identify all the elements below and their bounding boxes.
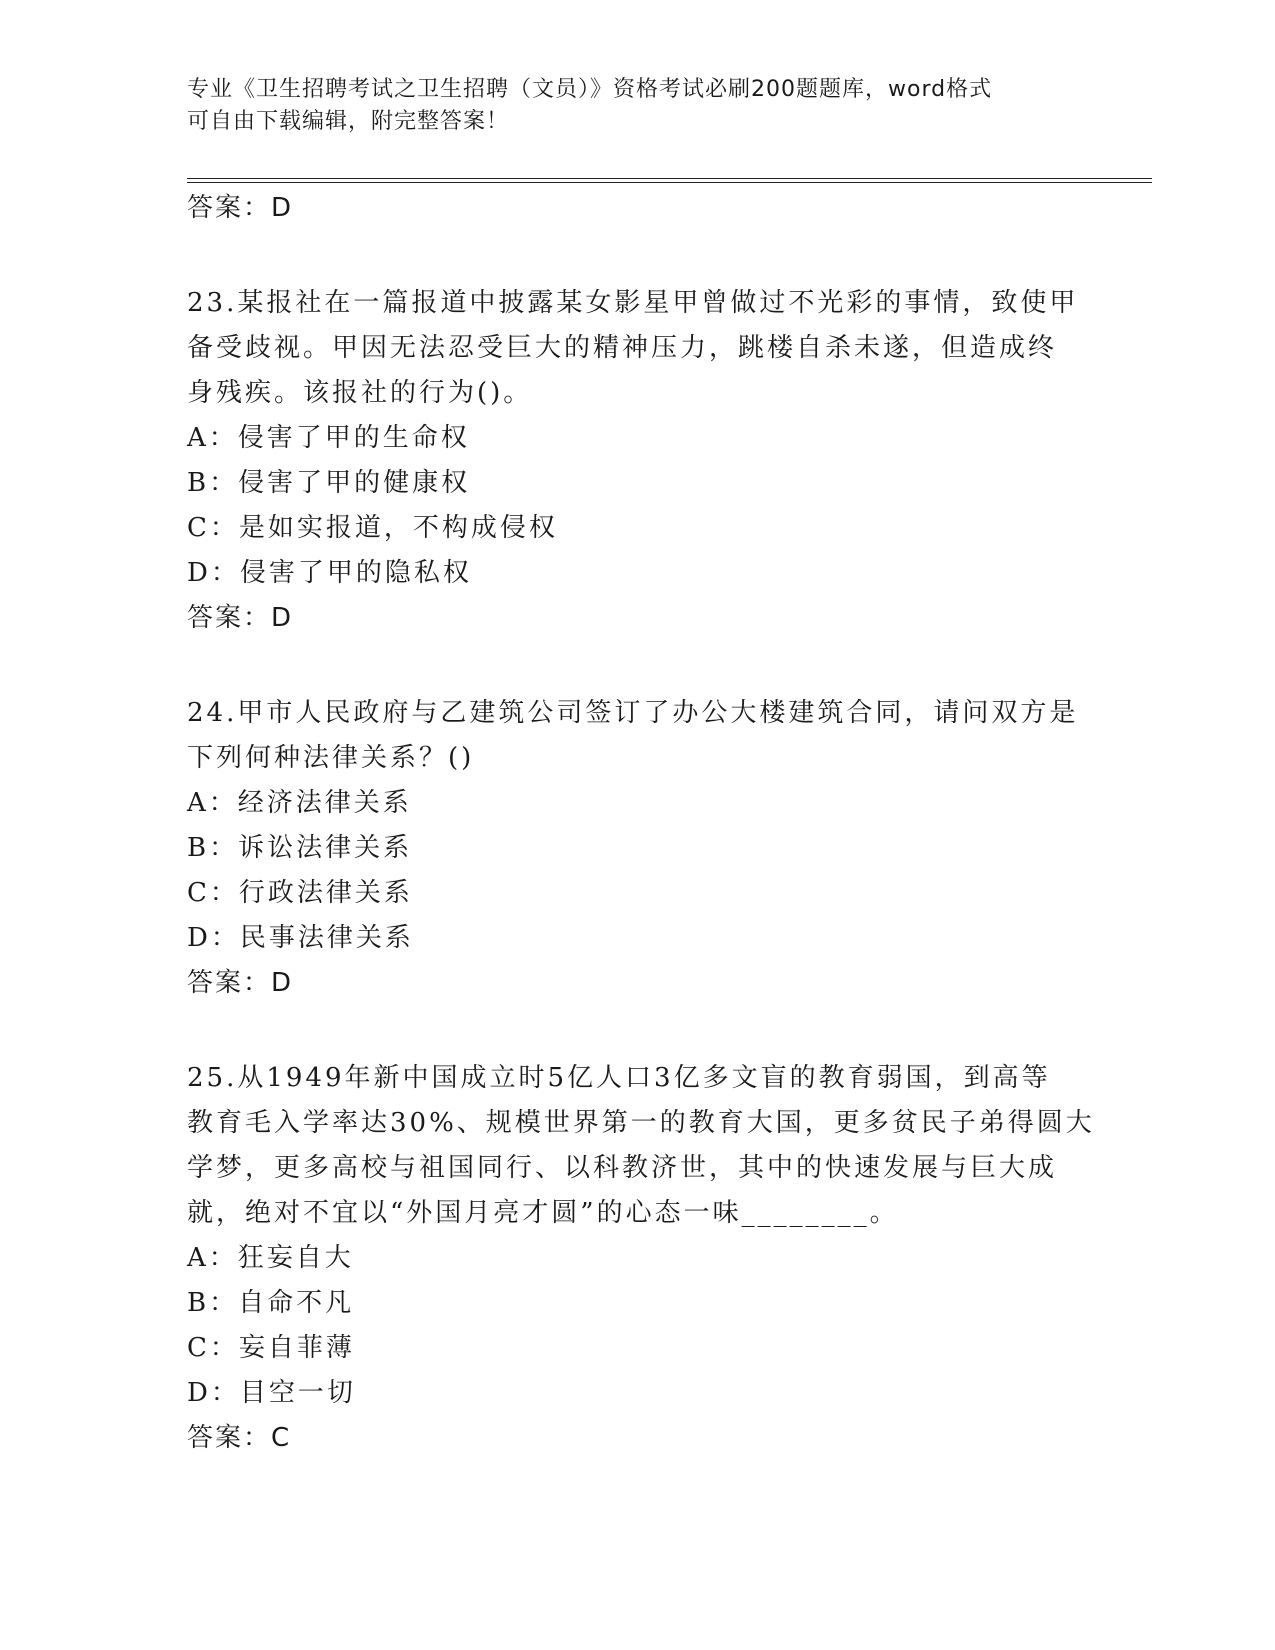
question-stem-line: 身残疾。该报社的行为()。 — [187, 378, 533, 408]
option-a: A：狂妄自大 — [187, 1243, 354, 1273]
answer-line: 答案：C — [187, 1423, 292, 1453]
option-d: D：民事法律关系 — [187, 923, 414, 953]
answer-line: 答案：D — [187, 193, 294, 223]
spacer — [187, 231, 1087, 281]
question-stem-line: 25.从1949年新中国成立时5亿人口3亿多文盲的教育弱国，到高等 — [187, 1063, 1051, 1093]
question-stem-line: 备受歧视。甲因无法忍受巨大的精神压力，跳楼自杀未遂，但造成终 — [187, 333, 1058, 363]
header-divider-bottom — [187, 182, 1152, 183]
option-c: C：妄自菲薄 — [187, 1333, 355, 1363]
document-header — [187, 74, 1087, 138]
option-b: B：诉讼法律关系 — [187, 833, 413, 863]
option-d: D：目空一切 — [187, 1378, 356, 1408]
option-c: C：是如实报道，不构成侵权 — [187, 513, 558, 543]
header-divider-top — [187, 178, 1152, 179]
answer-line: 答案：D — [187, 968, 294, 998]
question-block — [187, 691, 1087, 1006]
option-d: D：侵害了甲的隐私权 — [187, 558, 472, 588]
question-list — [187, 186, 1095, 1461]
question-stem-line: 教育毛入学率达30%、规模世界第一的教育大国，更多贫民子弟得圆大 — [187, 1108, 1095, 1138]
header-title-line-1: 专业《卫生招聘考试之卫生招聘（文员）》资格考试必刷200题题库，word格式 — [187, 77, 993, 102]
option-b: B：自命不凡 — [187, 1288, 355, 1318]
option-b: B：侵害了甲的健康权 — [187, 468, 471, 498]
question-stem-line: 学梦，更多高校与祖国同行、以科教济世，其中的快速发展与巨大成 — [187, 1153, 1058, 1183]
spacer — [187, 1006, 1087, 1056]
question-stem-line: 23.某报社在一篇报道中披露某女影星甲曾做过不光彩的事情，致使甲 — [187, 288, 1079, 318]
question-block — [187, 281, 1087, 641]
spacer — [187, 641, 1087, 691]
question-stem-line: 下列何种法律关系？() — [187, 743, 475, 773]
option-c: C：行政法律关系 — [187, 878, 413, 908]
answer-line: 答案：D — [187, 603, 294, 633]
option-a: A：侵害了甲的生命权 — [187, 423, 470, 453]
header-title-line-2: 可自由下载编辑，附完整答案！ — [187, 109, 510, 134]
question-stem-line: 24.甲市人民政府与乙建筑公司签订了办公大楼建筑合同，请问双方是 — [187, 698, 1079, 728]
option-a: A：经济法律关系 — [187, 788, 412, 818]
question-stem-line: 就，绝对不宜以“外国月亮才圆”的心态一味________。 — [187, 1198, 899, 1228]
question-block — [187, 1056, 1095, 1461]
